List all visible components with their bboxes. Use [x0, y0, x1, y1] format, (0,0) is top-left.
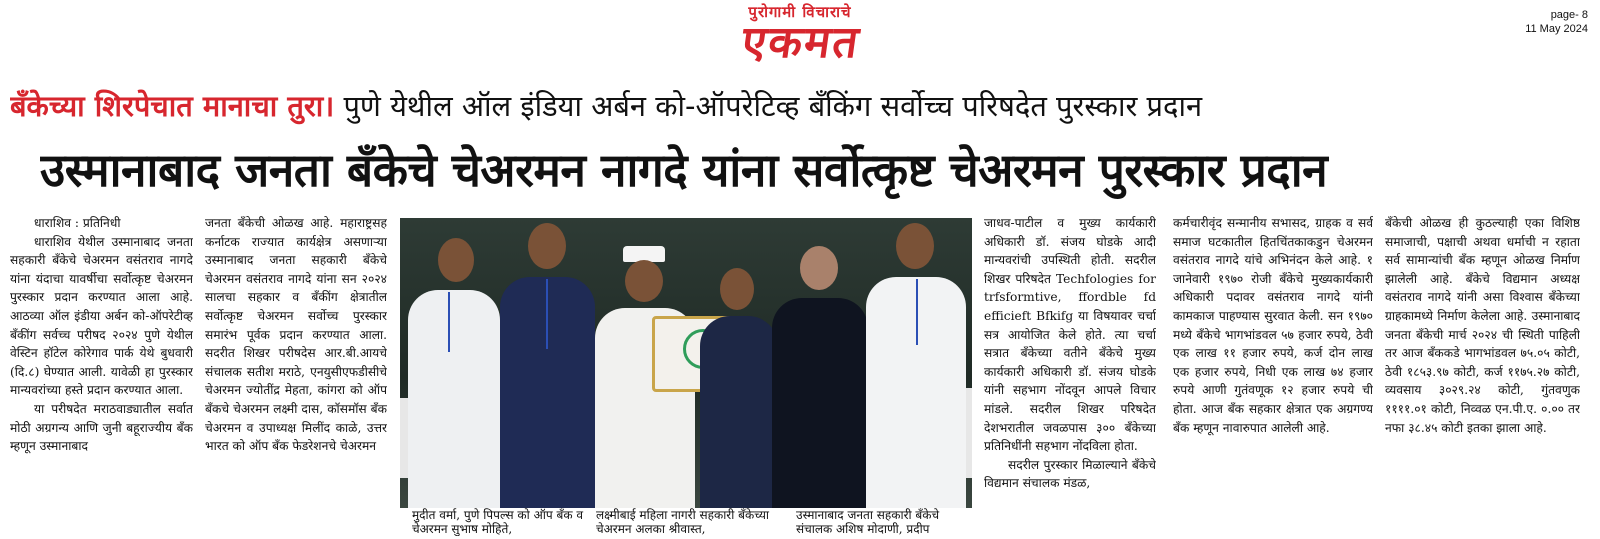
paragraph: धाराशिव येथील उस्मानाबाद जनता सहकारी बँकेचे चेअरमन वसंतराव नागदे यांना यंदाचा यावर्षीचा सर्वोत्कृष्ट चेअरमन पुरस्कार प्रदान करण्यात आला आहे. आठव्या ऑल इंडीया अर्बन को-ऑपरेटीव्ह बँकींग सर्वच्च परीषद २०२४ पुणे येथील वेस्टिन हॉटेल कोरेगाव पार्क येथे बुधवारी (दि.८) घेण्यात आली. यावेळी हा पुरस्कार मान्यवरांच्या हस्ते प्रदान करण्यात आला.	[10, 234, 193, 398]
caption-1: मुदीत वर्मा, पुणे पिपल्स को ऑप बँक व चेअरमन सुभाष मोहिते,	[412, 508, 584, 536]
page-info	[1525, 8, 1588, 36]
paragraph: जाधव-पाटील व मुख्य कार्यकारी अधिकारी डॉ. संजय घोडके आदी मान्यवरांची उपस्थिती होती. सदरील शिखर परिषदेत Techfologies for trfsformtive, ffordble fd efficieft Bfkifg या विषयावर चर्चा सत्र आयोजित केले होते. त्या चर्चा सत्रात बँकेच्या वतीने बँकेचे मुख्य कार्यकारी अधिकारी डॉ. संजय घोडके यांनी सहभाग नोंदवून आपले विचार मांडले. सदरील शिखर परिषदेत देशभरातील जवळपास ३०० बँकेच्या प्रतिनिधींनी सहभाग नोंदविला होता.	[984, 216, 1156, 454]
main-headline: उस्मानाबाद जनता बँकेचे चेअरमन नागदे यांना सर्वोत्कृष्ट चेअरमन पुरस्कार प्रदान	[40, 143, 1328, 197]
masthead-tagline: पुरोगामी विचाराचे	[748, 3, 852, 21]
article-column-3	[984, 214, 1156, 536]
person-4	[700, 268, 778, 508]
paragraph: बँकेची ओळख ही कुठल्याही एका विशिष्ठ समाजाची, पक्षाची अथवा धर्माची न रहाता सर्व सामान्यांची बँक म्हणून ओळख निर्माण झालेली आहे. बँकेचे विद्यमान अध्यक्ष वसंतराव नागदे यांनी असा विश्वास बँकेच्या ग्राहकामध्ये निर्माण केलेला आहे. उस्मानाबाद जनता बँकेची मार्च २०२४ ची स्थिती पाहिली तर आज बँककडे भागभांडवल ७५.०५ कोटी, ठेवी १८५३.९७ कोटी, कर्ज ११७५.२७ कोटी, व्यवसाय ३०२९.२४ कोटी, गुंतवणुक ११११.०१ कोटी, निव्वळ एन.पी.ए. ०.०० तर नफा ३८.४५ कोटी इतका झाला आहे.	[1385, 216, 1580, 435]
person-1	[408, 238, 500, 508]
caption-2: लक्ष्मीबाई महिला नागरी सहकारी बँकेच्या चेअरमन अलका श्रीवास्त,	[596, 508, 770, 536]
person-2	[500, 223, 595, 508]
person-5	[772, 246, 868, 508]
photo-captions	[400, 508, 972, 536]
publication-date: 11 May 2024	[1525, 23, 1588, 35]
article-column-1	[10, 214, 193, 536]
kicker-red: बॅंकेच्या शिरपेचात मानाचा तुरा।	[10, 89, 335, 123]
caption-3: उस्मानाबाद जनता सहकारी बँकेचे संचालक अशिष मोदाणी, प्रदीप	[796, 508, 940, 536]
kicker-rest: पुणे येथील ऑल इंडिया अर्बन को-ऑपरेटिव्ह बँकिंग सर्वोच्च परिषदेत पुरस्कार प्रदान	[334, 89, 1203, 123]
paragraph: कर्मचारीवृंद सन्मानीय सभासद, ग्राहक व सर्व समाज घटकातील हितचिंतकाकडुन चेअरमन वसंतराव नागदे यांचे अभिनंदन केले आहे. १ जानेवारी १९७० रोजी बँकेचे मुख्यकार्यकारी अधिकारी पदावर वसंतराव नागदे यांनी कामकाज पाहण्यास सुरवात केली. सन १९७० मध्ये बँकेचे भागभांडवल ५७ हजार रुपये, ठेवी एक लाख ११ हजार रुपये, कर्ज दोन लाख एक हजार रुपये, निधी एक लाख ७४ हजार रुपये आणी गुतंवणूक १२ हजार रुपये ची होता. आज बँक सहकार क्षेत्रात एक अग्रगण्य बँक म्हणून नावारुपात आलेली आहे.	[1173, 216, 1373, 435]
person-6	[866, 223, 966, 508]
article-column-5	[1385, 214, 1580, 536]
newspaper-logo: एकमत	[738, 17, 864, 68]
award-photo	[400, 218, 972, 508]
page-number: page- 8	[1550, 9, 1588, 21]
article-column-4	[1173, 214, 1373, 536]
dateline: धाराशिव : प्रतिनिधी	[34, 216, 121, 230]
masthead	[0, 0, 1600, 68]
paragraph: या परीषदेत मराठवाड्यातील सर्वात मोठी अग्रगन्य आणि जुनी बहूराज्यीय बँक म्हणून उस्मानाबाद	[10, 401, 193, 454]
paragraph: जनता बँकेची ओळख आहे. महाराष्ट्रसह कर्नाटक राज्यात कार्यक्षेत्र असणाऱ्या उस्मानाबाद जनता सहकारी बँकेचे चेअरमन वसंतराव नागदे यांना सन २०२४ सालचा सहकार व बँकींग क्षेत्रातील सर्वोत्कृष्ट चेअरमन सर्वोच्च पुरस्कार समारंभ पूर्वक प्रदान करण्यात आला. सदरीत शिखर परीषदेस आर.बी.आयचे संचालक सतीश मराठे, एनयुसीएफडीसीचे चेअरमन ज्योतींद्र मेहता, कांगरा को ऑप बँकचे चेअरमन लक्ष्मी दास, कॉसमॉस बँक चेअरमन व उपाध्यक्ष मिलींद काळे, उत्तर भारत को ऑप बँक फेडरेशनचे चेअरमन	[205, 216, 387, 454]
kicker-headline	[10, 82, 1590, 130]
article-column-2	[205, 214, 387, 536]
paragraph: सदरील पुरस्कार मिळाल्याने बँकेचे विद्यमान संचालक मंडळ,	[984, 457, 1156, 491]
